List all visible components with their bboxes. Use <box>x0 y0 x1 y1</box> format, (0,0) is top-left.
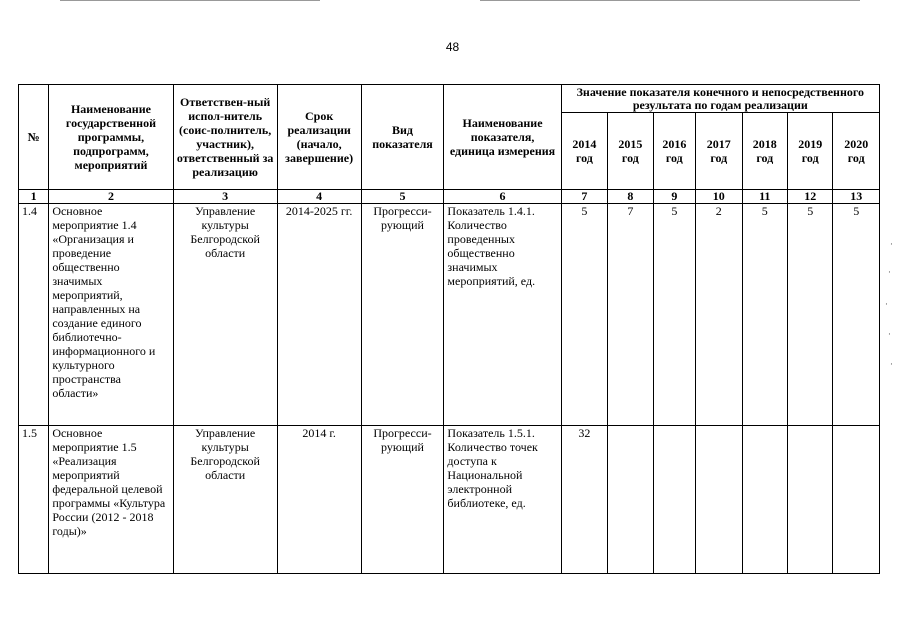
header-year: 2014 год <box>561 113 607 190</box>
column-number: 11 <box>742 190 787 204</box>
scan-speck: · <box>888 268 891 278</box>
header-num: № <box>19 85 49 190</box>
page-number: 48 <box>445 40 460 54</box>
row-value <box>833 426 880 574</box>
row-value: 5 <box>787 204 832 426</box>
row-kind: Прогресси-рующий <box>361 204 444 426</box>
row-kind: Прогресси-рующий <box>361 426 444 574</box>
scan-speck: · <box>888 330 891 340</box>
row-period: 2014-2025 гг. <box>277 204 361 426</box>
row-indicator: Показатель 1.5.1. Количество точек доступа к Национальной электронной библиотеке, ед. <box>444 426 561 574</box>
row-num: 1.4 <box>19 204 49 426</box>
column-number: 12 <box>787 190 832 204</box>
header-name: Наименование государственной программы, подпрограмм, мероприятий <box>49 85 173 190</box>
column-number: 6 <box>444 190 561 204</box>
row-name: Основное мероприятие 1.5 «Реализация мероприятий федеральной целевой программы «Культура России (2012 - 2018 годы)» <box>49 426 173 574</box>
row-value: 2 <box>696 204 742 426</box>
row-value <box>608 426 653 574</box>
row-period: 2014 г. <box>277 426 361 574</box>
row-value <box>742 426 787 574</box>
header-kind: Вид показателя <box>361 85 444 190</box>
row-indicator: Показатель 1.4.1. Количество проведенных общественно значимых мероприятий, ед. <box>444 204 561 426</box>
header-year: 2018 год <box>742 113 787 190</box>
row-name: Основное мероприятие 1.4 «Организация и проведение общественно значимых мероприятий, направленных на создание единого библиотечно-информационного и культурного пространства области» <box>49 204 173 426</box>
header-period: Срок реализации (начало, завершение) <box>277 85 361 190</box>
scan-speck: · <box>885 300 888 310</box>
column-number: 10 <box>696 190 742 204</box>
column-number: 3 <box>173 190 277 204</box>
header-year: 2016 год <box>653 113 695 190</box>
row-executor: Управление культуры Белгородской области <box>173 426 277 574</box>
column-number: 5 <box>361 190 444 204</box>
scan-speck: · <box>890 360 893 370</box>
row-num: 1.5 <box>19 426 49 574</box>
table-row <box>19 426 880 574</box>
program-indicators-table <box>18 84 880 574</box>
row-value: 7 <box>608 204 653 426</box>
row-value <box>696 426 742 574</box>
row-value: 5 <box>742 204 787 426</box>
column-number: 8 <box>608 190 653 204</box>
column-number: 7 <box>561 190 607 204</box>
scan-top-rule-left <box>60 0 320 1</box>
column-number: 1 <box>19 190 49 204</box>
header-year: 2020 год <box>833 113 880 190</box>
header-values-group: Значение показателя конечного и непосредственного результата по годам реализации <box>561 85 879 113</box>
scan-top-rule-right <box>480 0 860 1</box>
column-number: 9 <box>653 190 695 204</box>
header-year: 2017 год <box>696 113 742 190</box>
table-row <box>19 204 880 426</box>
row-executor: Управление культуры Белгородской области <box>173 204 277 426</box>
header-year: 2019 год <box>787 113 832 190</box>
column-number: 13 <box>833 190 880 204</box>
scan-speck: · <box>890 240 893 250</box>
column-number-row <box>19 190 880 204</box>
header-year: 2015 год <box>608 113 653 190</box>
row-value: 5 <box>561 204 607 426</box>
row-value: 5 <box>833 204 880 426</box>
row-value: 32 <box>561 426 607 574</box>
row-value: 5 <box>653 204 695 426</box>
column-number: 2 <box>49 190 173 204</box>
header-indicator: Наименование показателя, единица измерения <box>444 85 561 190</box>
column-number: 4 <box>277 190 361 204</box>
row-value <box>787 426 832 574</box>
header-executor: Ответствен-ный испол-нитель (соис-полнитель, участник), ответственный за реализацию <box>173 85 277 190</box>
row-value <box>653 426 695 574</box>
